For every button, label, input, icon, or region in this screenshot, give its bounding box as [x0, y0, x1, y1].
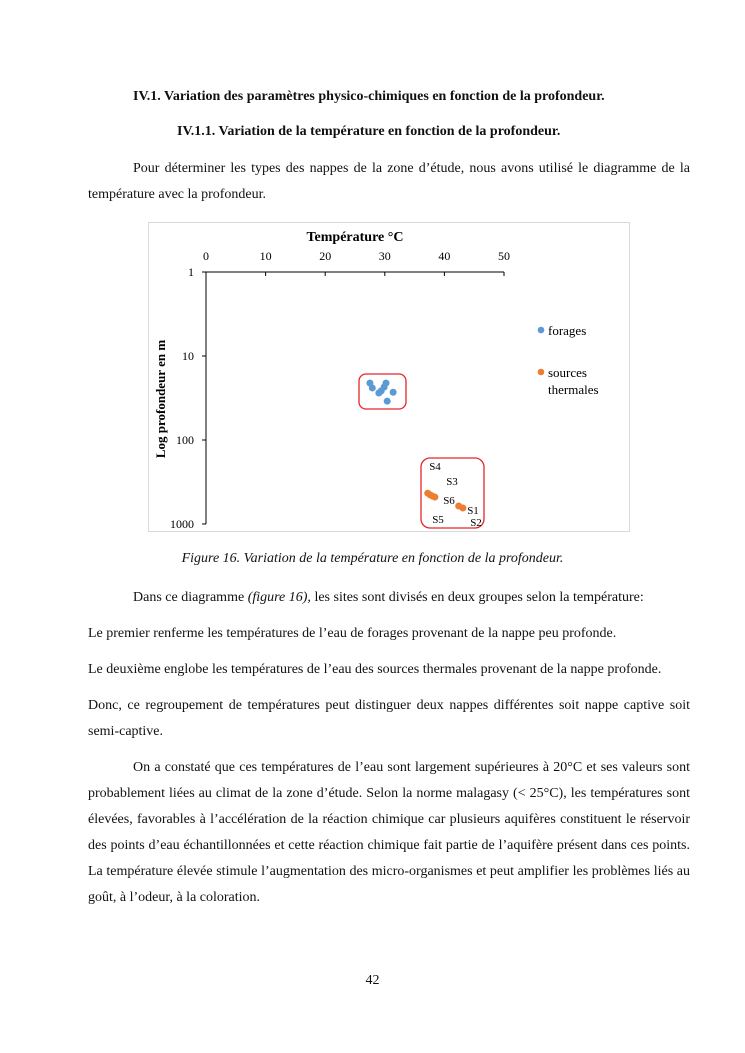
paragraph-1: [88, 585, 690, 611]
y-tick-label: 100: [176, 433, 194, 447]
label-s5: S5: [432, 514, 444, 526]
legend-sources-line2: thermales: [548, 382, 599, 397]
chart-svg: [149, 223, 631, 533]
text: Dans ce diagramme: [133, 590, 248, 605]
forages-point: [384, 398, 391, 405]
x-tick-label: 50: [498, 249, 510, 263]
x-tick-label: 0: [203, 249, 209, 263]
label-s2: S2: [470, 517, 482, 529]
forages-point: [390, 389, 397, 396]
forages-point: [382, 380, 389, 387]
x-tick-label: 10: [259, 249, 272, 263]
figure-caption: Figure 16. Variation de la température en fonction de la profondeur.: [181, 551, 564, 566]
intro-paragraph: Pour déterminer les types des nappes de la zone d’étude, nous avons utilisé le diagramme de la température avec la profondeur.: [88, 161, 690, 202]
y-axis-label: Log profondeur en m: [153, 339, 168, 459]
paragraph-3: Le deuxième englobe les températures de l’eau des sources thermales provenant de la nappe profonde.: [88, 662, 662, 677]
figure-reference: (figure 16),: [247, 590, 311, 605]
temperature-depth-chart: [148, 222, 630, 532]
y-tick-label: 10: [182, 349, 194, 363]
sources-thermales-point: [459, 505, 466, 512]
sources-thermales-point: [431, 494, 438, 501]
label-s1: S1: [467, 505, 479, 517]
label-s6: S6: [443, 495, 455, 507]
x-tick-label: 30: [378, 249, 391, 263]
legend-marker-sources: [538, 369, 545, 376]
legend-marker-forages: [538, 327, 545, 334]
chart-title: Température °C: [306, 230, 404, 245]
section-heading: IV.1. Variation des paramètres physico-chimiques en fonction de la profondeur.: [133, 89, 605, 104]
text: les sites sont divisés en deux groupes selon la température:: [310, 590, 644, 605]
forages-point: [369, 384, 376, 391]
x-tick-label: 20: [319, 249, 332, 263]
y-tick-label: 1: [188, 265, 194, 279]
legend-sources-line1: sources: [548, 365, 587, 380]
legend-forages: forages: [548, 323, 587, 338]
paragraph-4: Donc, ce regroupement de températures peut distinguer deux nappes différentes soit nappe captive soit semi-captive.: [88, 698, 690, 739]
paragraph-5: On a constaté que ces températures de l’eau sont largement supérieures à 20°C et ses valeurs sont probablement liées au climat de la zone d’étude. Selon la norme malagasy (< 25°C), les températures sont élevées, favorables à l’accélération de la réaction chimique car plusieurs aquifères constituent le réservoir des points d’eau échantillonnées et cette réaction chimique fait partie de l’aquifère présent dans ces points. La température élevée stimule l’augmentation des micro-organismes et peut amplifier les problèmes liés au goût, à l’odeur, à la coloration.: [88, 760, 690, 905]
label-s3: S3: [446, 476, 458, 488]
y-tick-label: 1000: [170, 517, 194, 531]
page-number: 42: [365, 973, 380, 988]
subsection-heading: IV.1.1. Variation de la température en fonction de la profondeur.: [177, 124, 561, 139]
paragraph-2: Le premier renferme les températures de l’eau de forages provenant de la nappe peu profonde.: [88, 626, 617, 641]
label-s4: S4: [429, 461, 441, 473]
x-tick-label: 40: [438, 249, 451, 263]
